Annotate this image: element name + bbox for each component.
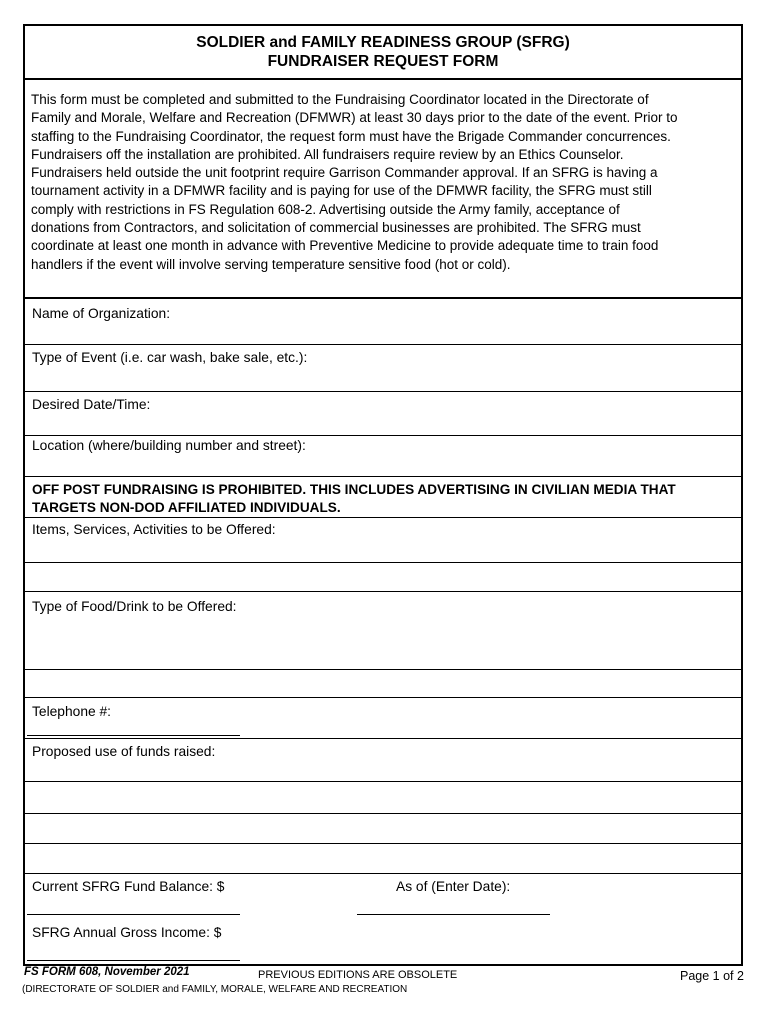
as-of-date-field-line[interactable] <box>357 914 550 915</box>
intro-line: Fundraisers held outside the unit footprint require Garrison Commander approval. If an SFRG is having a <box>31 165 658 181</box>
food-label: Type of Food/Drink to be Offered: <box>32 599 237 614</box>
intro-line: donations from Contractors, and solicitation of commercial businesses are prohibited. The SFRG must <box>31 220 641 236</box>
items-field-line[interactable] <box>25 591 741 592</box>
intro-line: handlers if the event will involve serving temperature sensitive food (hot or cold). <box>31 256 511 272</box>
food-field-line[interactable] <box>25 669 741 670</box>
funds-use-field-line[interactable] <box>25 813 741 814</box>
date-time-label: Desired Date/Time: <box>32 397 151 412</box>
organization-field-line[interactable] <box>25 344 741 345</box>
form-id: FS FORM 608, November 2021 <box>24 966 190 978</box>
telephone-field-line[interactable] <box>27 735 240 736</box>
intro-divider <box>25 297 741 299</box>
off-post-warning <box>32 481 676 517</box>
intro-line: This form must be completed and submitted to the Fundraising Coordinator located in the Directorate of <box>31 92 649 107</box>
obsolete-note: PREVIOUS EDITIONS ARE OBSOLETE <box>258 969 458 981</box>
warning-line2: TARGETS NON-DOD AFFILIATED INDIVIDUALS. <box>32 500 341 515</box>
intro-line: staffing to the Fundraising Coordinator, the request form must have the Brigade Commander concurrences. <box>31 128 671 144</box>
directorate-note: (DIRECTORATE OF SOLDIER and FAMILY, MORALE, WELFARE AND RECREATION <box>22 984 408 995</box>
intro-line: comply with restrictions in FS Regulation 608-2. Advertising outside the Army family, acceptance of <box>31 201 620 217</box>
as-of-date-label: As of (Enter Date): <box>396 879 511 894</box>
intro-paragraph <box>31 91 749 274</box>
items-field-line[interactable] <box>25 562 741 563</box>
telephone-label: Telephone #: <box>32 704 112 719</box>
gross-income-field-line[interactable] <box>27 960 240 961</box>
event-type-label: Type of Event (i.e. car wash, bake sale, etc.): <box>32 350 308 365</box>
form-title-line2: FUNDRAISER REQUEST FORM <box>267 53 499 70</box>
intro-line: tournament activity in a DFMWR facility and is paying for use of the DFMWR facility, the SFRG must still <box>31 183 652 199</box>
fundraiser-request-form <box>23 24 743 966</box>
organization-label: Name of Organization: <box>32 306 171 321</box>
funds-use-field-line[interactable] <box>25 781 741 782</box>
intro-line: coordinate at least one month in advance with Preventive Medicine to provide adequate time to train food <box>31 238 659 254</box>
page-number: Page 1 of 2 <box>680 969 744 983</box>
gross-income-label: SFRG Annual Gross Income: $ <box>32 925 222 940</box>
event-type-field-line[interactable] <box>25 391 741 392</box>
location-label: Location (where/building number and street): <box>32 438 306 453</box>
fund-balance-label: Current SFRG Fund Balance: $ <box>32 879 225 894</box>
funds-use-field-line[interactable] <box>25 843 741 844</box>
food-field-line[interactable] <box>25 697 741 698</box>
date-time-field-line[interactable] <box>25 435 741 436</box>
intro-line: Fundraisers off the installation are prohibited. All fundraisers require review by an Ethics Counselor. <box>31 146 624 162</box>
location-field-line[interactable] <box>25 476 741 477</box>
form-title-line1: SOLDIER and FAMILY READINESS GROUP (SFRG) <box>196 34 570 51</box>
funds-use-label: Proposed use of funds raised: <box>32 744 216 759</box>
title-divider <box>25 78 741 80</box>
form-title <box>25 26 741 78</box>
warning-divider <box>25 517 741 518</box>
funds-use-field-line[interactable] <box>25 873 741 874</box>
fund-balance-field-line[interactable] <box>27 914 240 915</box>
telephone-divider <box>25 738 741 739</box>
warning-line1: OFF POST FUNDRAISING IS PROHIBITED. THIS INCLUDES ADVERTISING IN CIVILIAN MEDIA THAT <box>32 482 676 497</box>
intro-line: Family and Morale, Welfare and Recreation (DFMWR) at least 30 days prior to the date of the event. Prior to <box>31 110 678 126</box>
items-label: Items, Services, Activities to be Offered: <box>32 522 276 537</box>
